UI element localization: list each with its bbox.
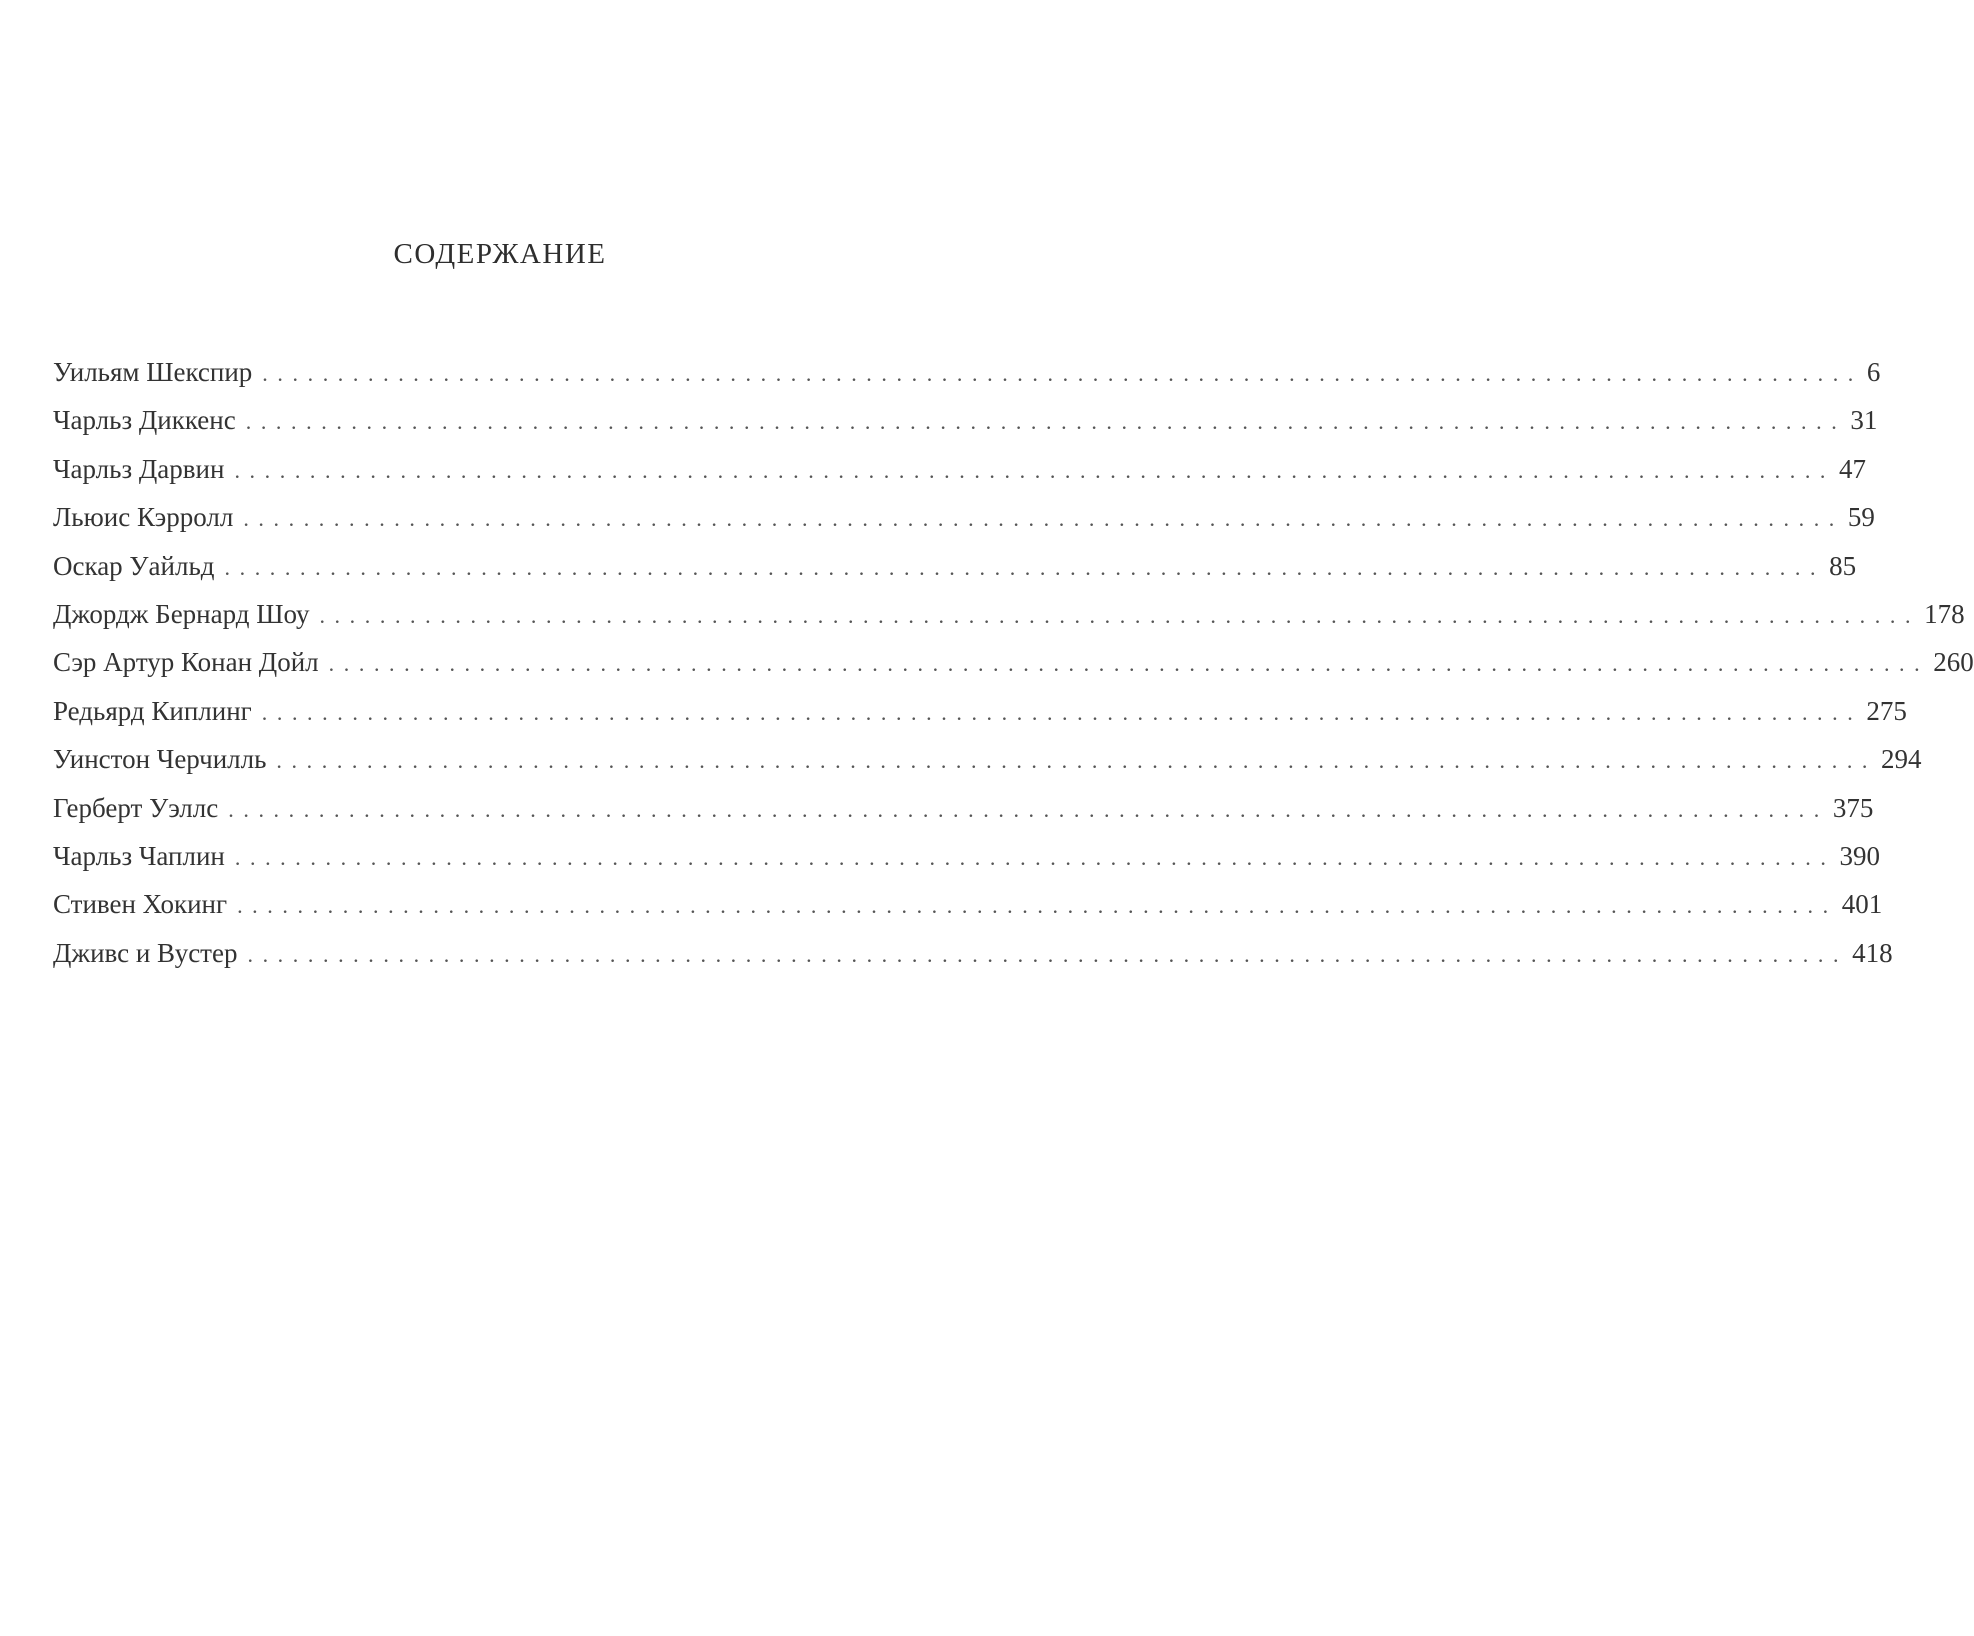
toc-entry xyxy=(53,598,1965,647)
toc-author: Чарльз Диккенс xyxy=(53,405,236,436)
toc-entry xyxy=(53,647,1974,695)
toc-page-number: 401 xyxy=(1841,889,1883,920)
page-title: СОДЕРЖАНИЕ xyxy=(393,238,607,270)
toc-entry xyxy=(53,550,1857,599)
toc-page-number: 275 xyxy=(1866,695,1907,726)
toc-dot-leader: .......................................................................................................... xyxy=(237,893,1838,919)
toc-dot-leader: .......................................................................................................... xyxy=(276,748,1878,774)
toc-entry xyxy=(53,695,1907,744)
toc-dot-leader: .......................................................................................................... xyxy=(245,409,1847,435)
toc-dot-leader: .......................................................................................................... xyxy=(234,844,1836,870)
toc-page-number: 178 xyxy=(1924,598,1965,629)
toc-page-number: 31 xyxy=(1850,405,1878,436)
toc-author: Уинстон Черчилль xyxy=(53,744,267,775)
toc-author: Оскар Уайльд xyxy=(53,550,215,581)
toc-dot-leader: .......................................................................................................... xyxy=(262,361,1863,386)
toc-entry xyxy=(53,453,1867,502)
toc-dot-leader: .......................................................................................................... xyxy=(261,699,1863,725)
toc-entry xyxy=(53,792,1874,841)
toc-dot-leader: .......................................................................................................... xyxy=(234,457,1836,483)
toc-entry xyxy=(53,502,1875,550)
toc-author: Герберт Уэллс xyxy=(53,792,219,823)
toc-author: Сэр Артур Конан Дойл xyxy=(53,647,319,678)
toc-dot-leader: .......................................................................................................... xyxy=(328,651,1930,677)
toc-author: Чарльз Чаплин xyxy=(53,840,225,871)
toc-page-number: 418 xyxy=(1852,937,1893,968)
toc-author: Чарльз Дарвин xyxy=(53,453,225,484)
toc-author: Джордж Бернард Шоу xyxy=(53,598,310,629)
toc-author: Стивен Хокинг xyxy=(53,889,228,920)
toc-dot-leader: .......................................................................................................... xyxy=(224,554,1826,580)
toc-page-number: 294 xyxy=(1881,744,1922,775)
toc-page-number: 59 xyxy=(1847,502,1875,533)
toc-page-number: 375 xyxy=(1832,792,1874,823)
toc-entry xyxy=(53,889,1883,937)
toc-dot-leader: .......................................................................................................... xyxy=(319,602,1921,628)
toc-page-number: 47 xyxy=(1839,453,1867,484)
toc-dot-leader: .......................................................................................................... xyxy=(228,796,1829,822)
toc-page-number: 260 xyxy=(1933,647,1974,678)
toc-author: Льюис Кэрролл xyxy=(53,502,234,533)
toc-entry xyxy=(53,937,1893,986)
table-of-contents xyxy=(53,357,1974,986)
toc-dot-leader: .......................................................................................................... xyxy=(243,506,1844,532)
toc-page-number: 85 xyxy=(1829,550,1857,581)
toc-page-number: 6 xyxy=(1866,357,1881,387)
toc-entry xyxy=(53,744,1922,792)
toc-entry xyxy=(53,840,1880,889)
toc-entry xyxy=(53,405,1878,453)
toc-author: Дживс и Вустер xyxy=(53,937,238,968)
toc-dot-leader: .......................................................................................................... xyxy=(247,941,1849,967)
toc-entry xyxy=(53,357,1881,405)
toc-author: Редьярд Киплинг xyxy=(53,695,252,726)
toc-author: Уильям Шекспир xyxy=(53,357,253,387)
toc-page-number: 390 xyxy=(1839,840,1880,871)
